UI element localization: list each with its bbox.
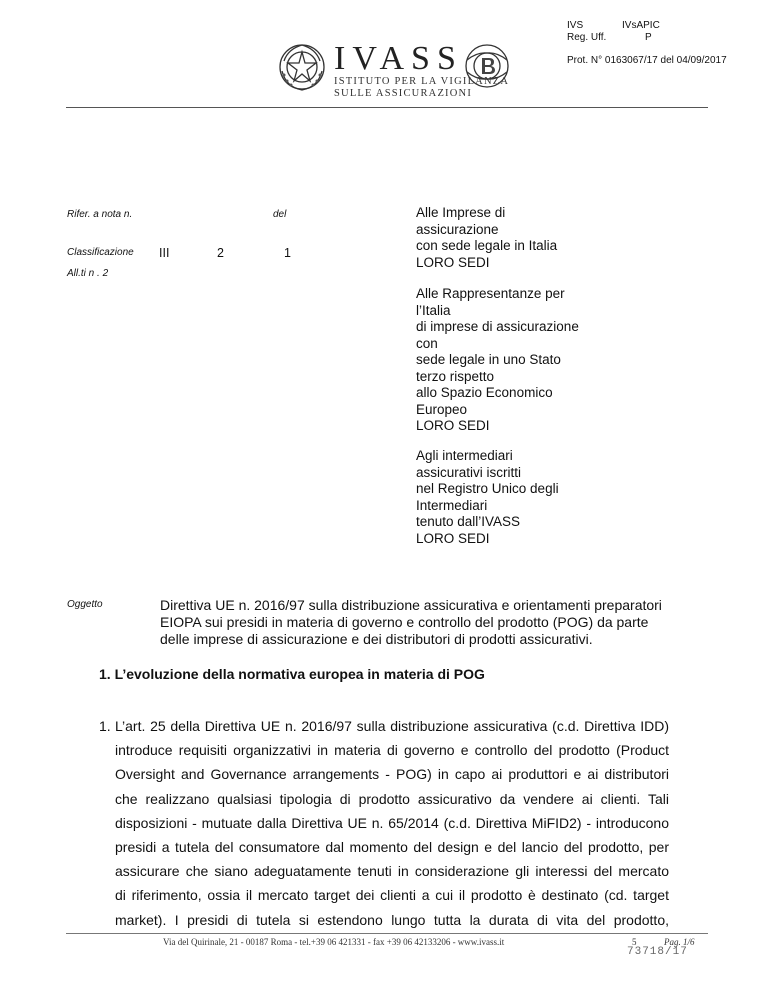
footer-page-label: Pag. 1/6 xyxy=(664,937,695,947)
logo-title: IVASS xyxy=(334,40,463,77)
recipient-block-3 xyxy=(416,448,616,547)
footer-page-number: 5 xyxy=(632,937,637,947)
classificazione-value-2: 2 xyxy=(217,246,224,260)
classificazione-label: Classificazione xyxy=(67,247,134,258)
recipient-line: l’Italia xyxy=(416,302,451,318)
recipient-block-1 xyxy=(416,205,616,271)
allegati-count: 2 xyxy=(102,268,109,279)
paragraph-line: Oversight and Governance arrangements - POG) in capo ai produttori e ai distributori xyxy=(115,766,669,783)
paragraph-line: introduce requisiti organizzativi in materia di governo e controllo del prodotto (Product xyxy=(115,742,669,759)
paragraph-line: L’art. 25 della Direttiva UE n. 2016/97 sulla distribuzione assicurativa (c.d. Direttiva IDD) xyxy=(115,718,669,734)
header-reg-value: P xyxy=(645,32,652,43)
oggetto-line: Direttiva UE n. 2016/97 sulla distribuzione assicurativa e orientamenti preparatori xyxy=(160,597,662,613)
paragraph-number: 1. xyxy=(99,718,111,734)
recipient-line: allo Spazio Economico xyxy=(416,385,553,400)
header-reg-label: Reg. Uff. xyxy=(567,32,607,43)
header-code-ivs: IVS xyxy=(567,20,584,31)
recipient-line: Intermediari xyxy=(416,497,488,513)
footer-doc-code: 73718/17 xyxy=(627,946,688,958)
logo-subtitle-line2: SULLE ASSICURAZIONI xyxy=(334,88,473,99)
footer-divider xyxy=(66,933,708,934)
recipient-line: Agli intermediari xyxy=(416,448,513,463)
recipient-line: LORO SEDI xyxy=(416,530,490,546)
paragraph-line: presidi a tutela del consumatore dal momento del design e del lancio del prodotto, per xyxy=(115,839,669,856)
oggetto-line: EIOPA sui presidi in materia di governo e controllo del prodotto (POG) da parte xyxy=(160,614,649,630)
oggetto-label: Oggetto xyxy=(67,599,103,610)
recipient-block-2 xyxy=(416,286,616,435)
republic-emblem-icon xyxy=(276,41,328,93)
rifer-label: Rifer. a nota n. xyxy=(67,209,133,220)
paragraph-line: che realizzano qualsiasi tipologia di prodotto assicurativo da vendere ai clienti. Tali xyxy=(115,790,669,807)
classificazione-value-3: 1 xyxy=(284,246,291,260)
recipient-line: Alle Rappresentanze per xyxy=(416,286,565,301)
recipient-line: LORO SEDI xyxy=(416,254,490,270)
recipient-line: Alle Imprese di xyxy=(416,205,506,220)
recipient-line: nel Registro Unico degli xyxy=(416,481,559,496)
paragraph-line: di riferimento, ossia il mercato target dei clienti a cui il prodotto è destinato (cd. target xyxy=(115,887,669,904)
recipient-line: LORO SEDI xyxy=(416,418,490,433)
recipient-line: assicurativi iscritti xyxy=(416,464,522,480)
paragraph-line: market). I presidi di tutela si estendono lungo tutta la durata di vita del prodotto, xyxy=(115,911,669,928)
ivass-seal-icon xyxy=(463,42,511,90)
recipient-line: tenuto dall’IVASS xyxy=(416,514,521,529)
protocol-number: Prot. N° 0163067/17 del 04/09/2017 xyxy=(567,55,727,66)
logo-subtitle-line1: ISTITUTO PER LA VIGILANZA xyxy=(334,76,510,87)
footer-address: Via del Quirinale, 21 - 00187 Roma - tel.+39 06 421331 - fax +39 06 42133206 - www.ivass.it xyxy=(163,937,505,947)
allegati-label xyxy=(67,268,108,280)
recipient-line: assicurazione xyxy=(416,221,499,237)
header-code-ivsapic: IVsAPIC xyxy=(622,20,660,31)
classificazione-value-1: III xyxy=(159,246,170,260)
recipient-line: di imprese di assicurazione xyxy=(416,319,579,334)
paragraph-line: assicurare che siano adeguatamente tenuti in considerazione gli interessi del mercato xyxy=(115,863,669,880)
recipient-line: terzo rispetto xyxy=(416,368,495,384)
allegati-label-text: All.ti n . xyxy=(67,268,100,279)
paragraph-body xyxy=(115,714,669,932)
del-label: del xyxy=(273,209,287,220)
recipient-line: con sede legale in Italia xyxy=(416,238,558,253)
oggetto-line: delle imprese di assicurazione e dei distributori di prodotti assicurativi. xyxy=(160,631,593,647)
recipient-line: sede legale in uno Stato xyxy=(416,352,561,367)
oggetto-text xyxy=(160,597,700,648)
recipient-line: Europeo xyxy=(416,401,468,417)
recipient-line: con xyxy=(416,335,438,351)
paragraph-line: disposizioni - mutuate dalla Direttiva UE n. 65/2014 (c.d. Direttiva MiFID2) - introducono xyxy=(115,814,669,831)
section-title: 1. L’evoluzione della normativa europea in materia di POG xyxy=(99,666,485,682)
header-divider xyxy=(66,107,708,108)
